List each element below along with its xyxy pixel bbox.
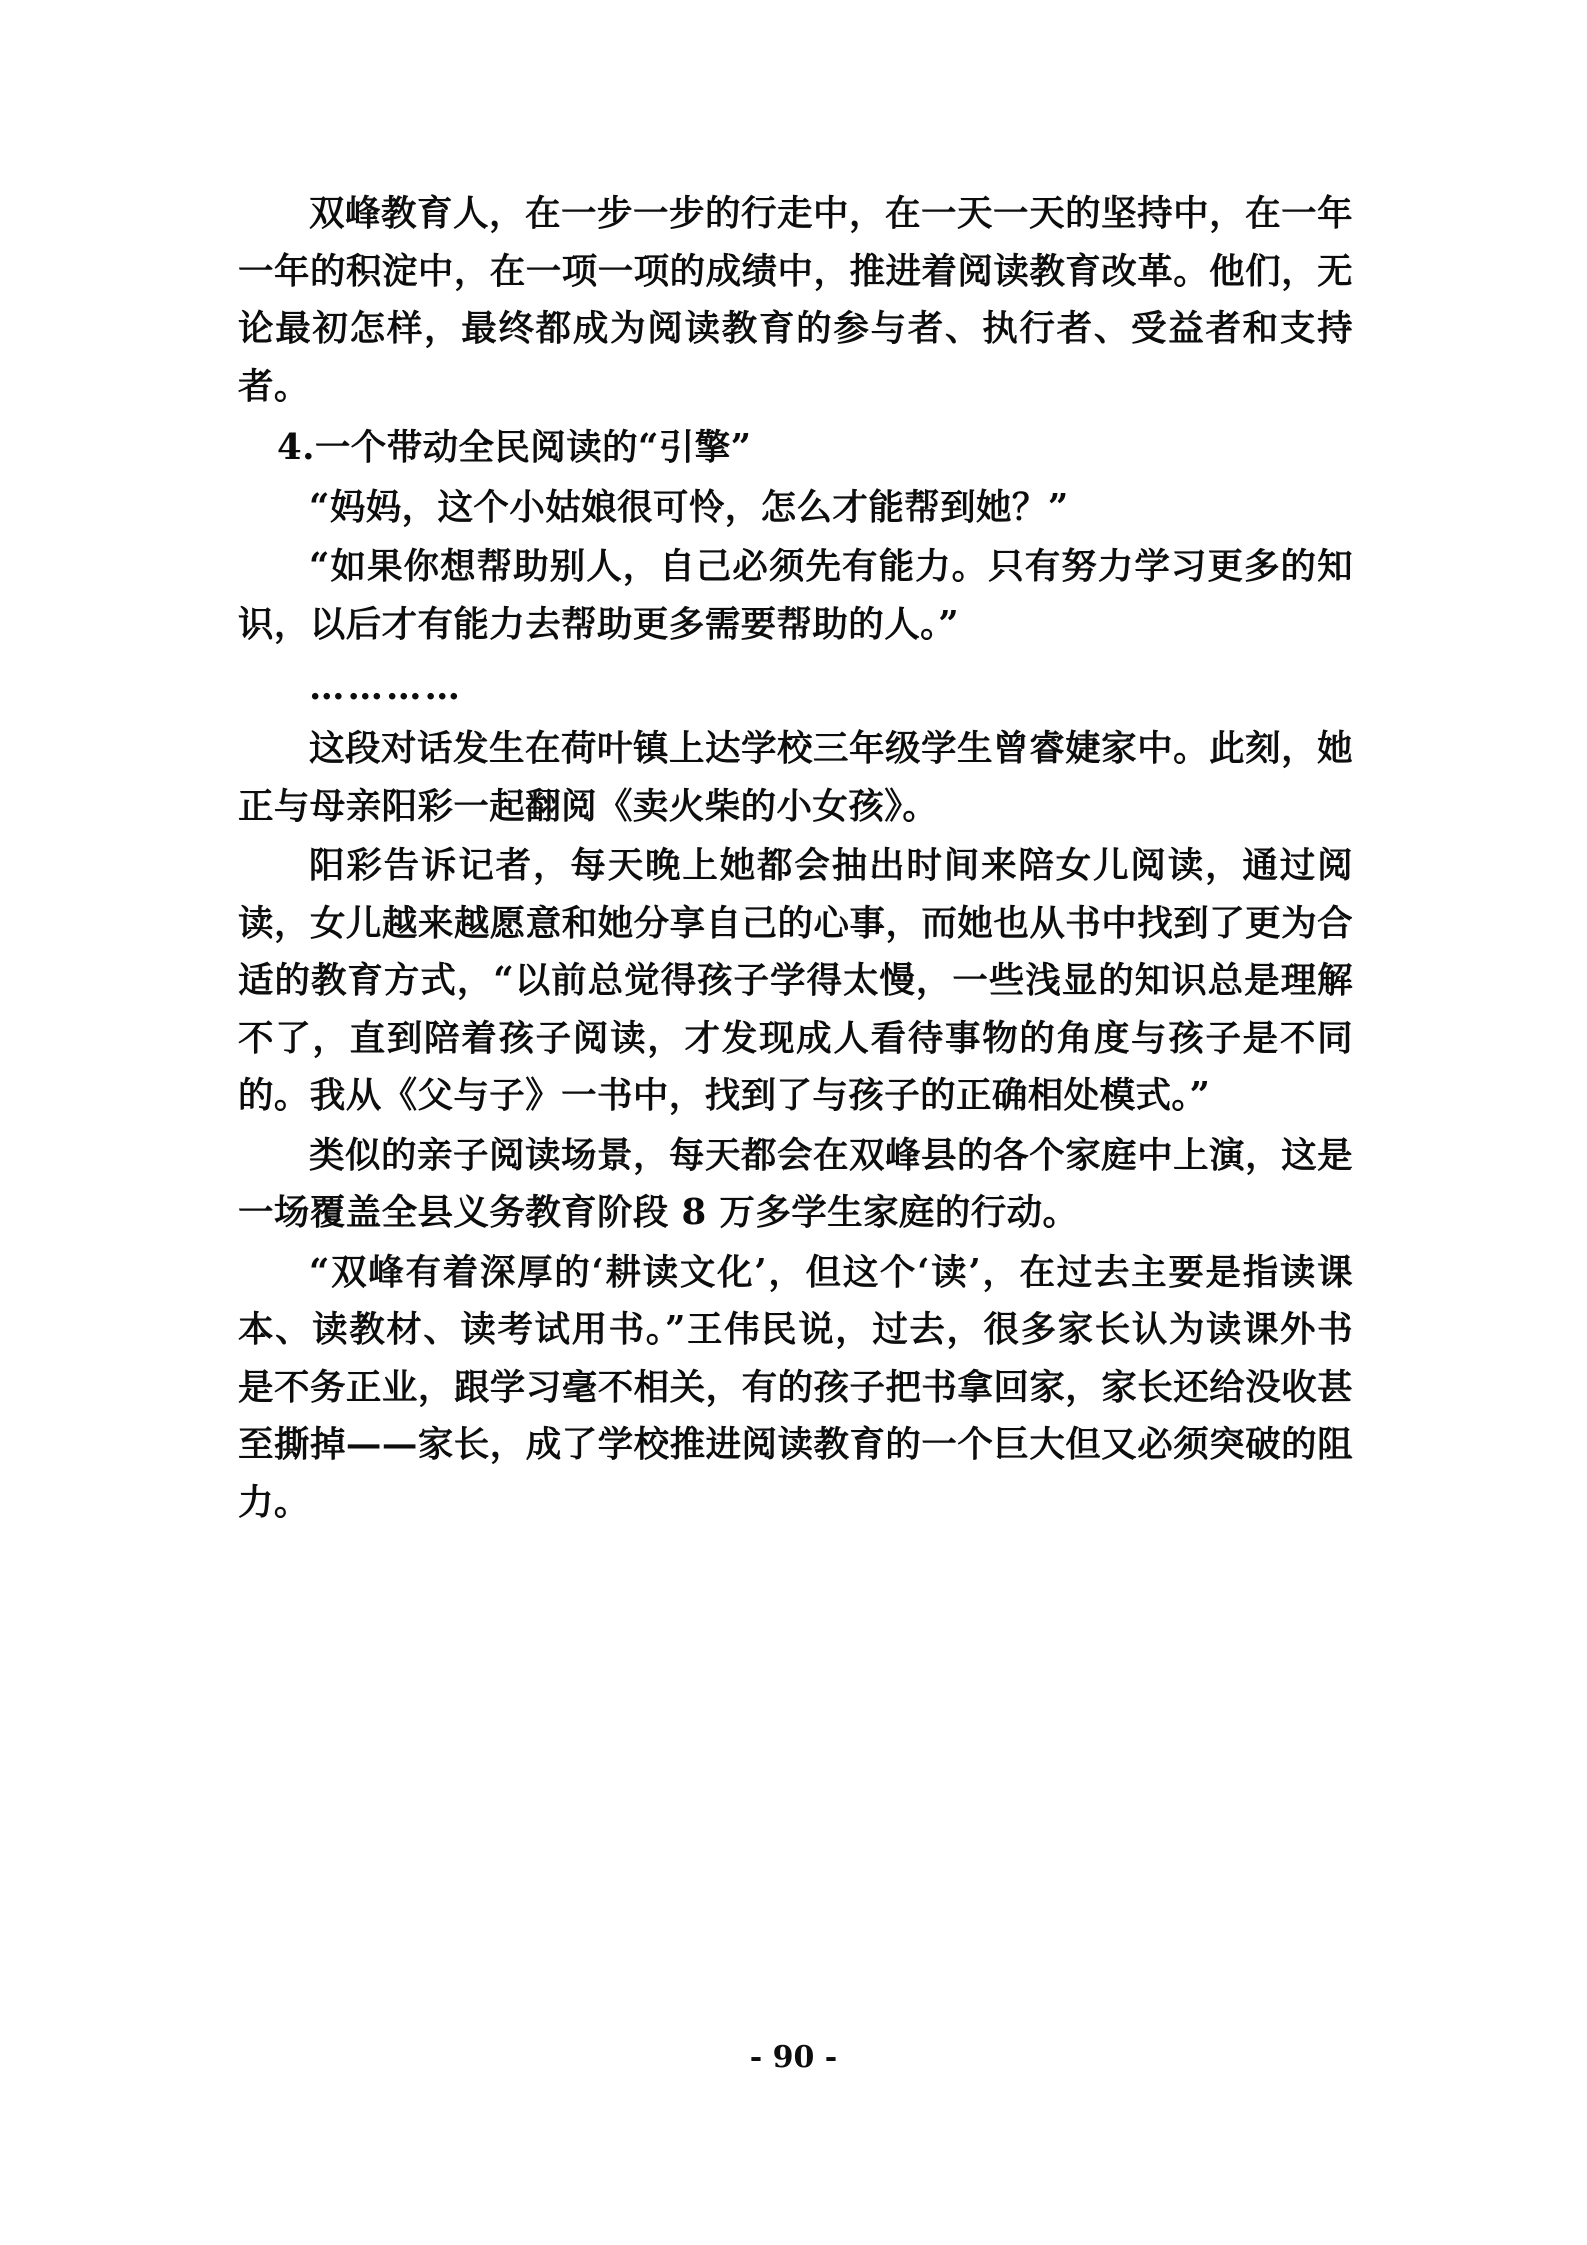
paragraph-1: 双峰教育人，在一步一步的行走中，在一天一天的坚持中，在一年一年的积淀中，在一项一项的成绩中，推进着阅读教育改革。他们，无论最初怎样，最终都成为阅读教育的参与者、执行者、受益者和支持者。: [238, 193, 1353, 407]
paragraph-yangcai: 阳彩告诉记者，每天晚上她都会抽出时间来陪女儿阅读，通过阅读，女儿越来越愿意和她分享自己的心事，而她也从书中找到了更为合适的教育方式，“以前总觉得孩子学得太慢，一些浅显的知识总是理解不了，直到陪着孩子阅读，才发现成人看待事物的角度与孩子是不同的。我从《父与子》一书中，找到了与孩子的正确相处模式。”: [238, 845, 1353, 1117]
paragraph-quote-mother: “如果你想帮助别人，自己必须先有能力。只有努力学习更多的知识，以后才有能力去帮助更多需要帮助的人。”: [238, 546, 1353, 645]
page-content: [238, 185, 1353, 1533]
paragraph-quote-child: “妈妈，这个小姑娘很可怜，怎么才能帮到她？”: [309, 486, 1069, 528]
ellipsis-divider: …………: [309, 667, 463, 708]
page-number: - 90 -: [749, 2040, 838, 2075]
paragraph-dialog-context: 这段对话发生在荷叶镇上达学校三年级学生曾睿婕家中。此刻，她正与母亲阳彩一起翻阅《卖火柴的小女孩》。: [238, 728, 1353, 827]
section-heading-4: 4.一个带动全民阅读的“引擎”: [277, 427, 752, 468]
paragraph-family-reading: 类似的亲子阅读场景，每天都会在双峰县的各个家庭中上演，这是一场覆盖全县义务教育阶段 8 万多学生家庭的行动。: [238, 1134, 1353, 1234]
paragraph-wangweimin: “双峰有着深厚的‘耕读文化’，但这个‘读’，在过去主要是指读课本、读教材、读考试用书。”王伟民说，过去，很多家长认为读课外书是不务正业，跟学习毫不相关，有的孩子把书拿回家，家长还给没收甚至撕掉——家长，成了学校推进阅读教育的一个巨大但又必须突破的阻力。: [238, 1251, 1353, 1523]
